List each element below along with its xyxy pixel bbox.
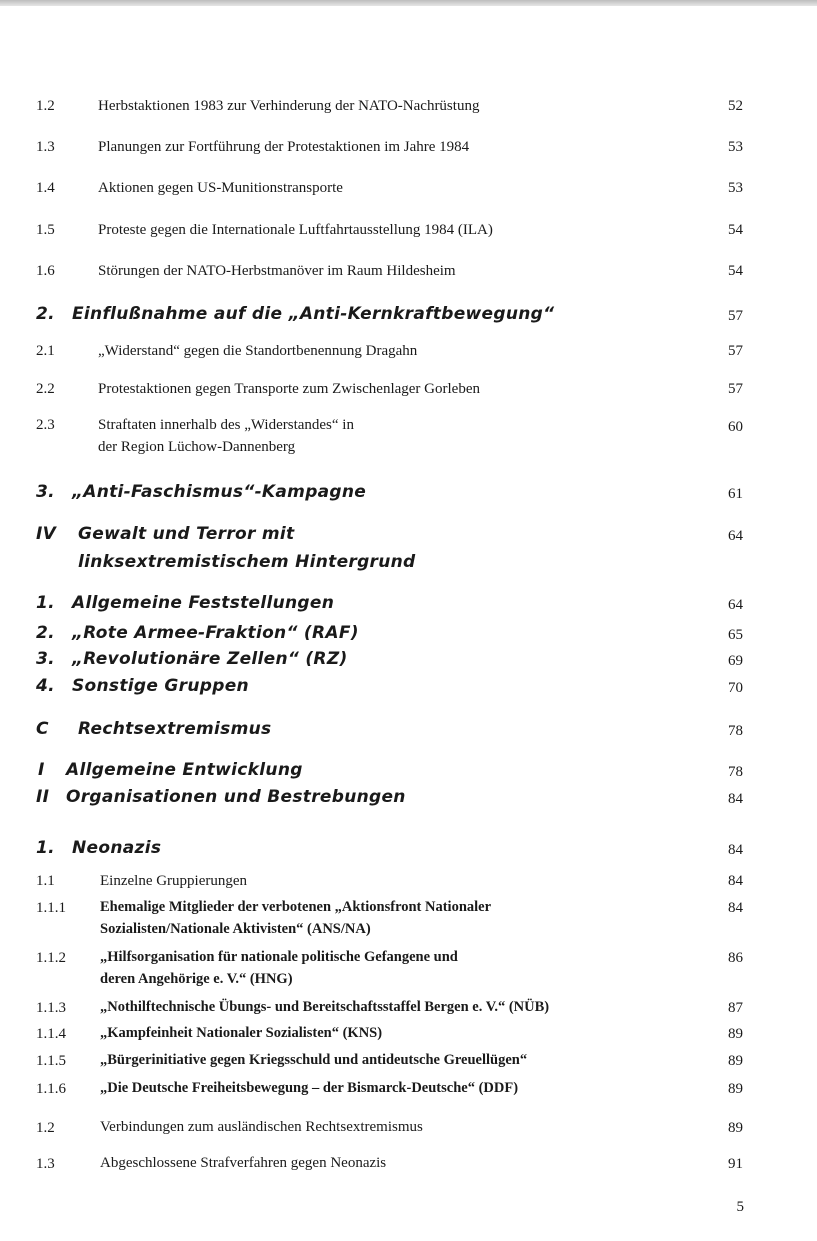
entry-page: 78 [728,723,743,739]
entry-title: Einzelne Gruppierungen [100,873,248,889]
entry-title: „Bürgerinitiative gegen Kriegsschuld und antideutsche Greuellügen“ [100,1052,528,1068]
section-title: „Anti-Faschismus“-Kampagne [72,482,367,502]
section-number: 1. [36,593,55,613]
section-heading [36,481,366,503]
entry-page: 84 [728,791,743,807]
section-title: Sonstige Gruppen [72,676,249,696]
section-title: Einflußnahme auf die „Anti-Kernkraftbewegung“ [72,304,555,324]
entry-title: „Hilfsorganisation für nationale politische Gefangene und [100,949,458,965]
entry-page: 70 [728,680,743,696]
entry-page: 89 [728,1081,743,1097]
section-heading [36,622,359,644]
entry-page: 65 [728,627,743,643]
entry-number: 1.1.5 [36,1053,66,1069]
entry-page: 86 [728,950,743,966]
section-number: 3. [36,649,55,669]
entry-title-continued: Sozialisten/Nationale Aktivisten“ (ANS/NA) [100,921,371,937]
entry-page: 64 [728,528,743,544]
section-number: 2. [36,623,55,643]
entry-title: „Die Deutsche Freiheitsbewegung – der Bismarck-Deutsche“ (DDF) [100,1080,519,1096]
section-title: Allgemeine Entwicklung [66,760,303,780]
entry-number: 1.1.3 [36,1000,66,1016]
entry-page: 60 [728,419,743,435]
entry-page: 53 [728,180,743,196]
section-heading [36,592,334,614]
entry-page: 53 [728,139,743,155]
entry-title: Straftaten innerhalb des „Widerstandes“ in [98,417,354,433]
section-title: Organisationen und Bestrebungen [66,787,406,807]
section-number: 4. [36,676,55,696]
entry-page: 91 [728,1156,743,1172]
section-title: „Revolutionäre Zellen“ (RZ) [72,649,348,669]
entry-title: Ehemalige Mitglieder der verbotenen „Aktionsfront Nationaler [100,899,492,915]
entry-title-continued: deren Angehörige e. V.“ (HNG) [100,971,293,987]
entry-number: 1.1.4 [36,1026,66,1042]
entry-number: 2.2 [36,381,55,397]
entry-page: 84 [728,873,743,889]
entry-number: 1.3 [36,139,55,155]
section-heading [36,718,271,740]
section-number: 3. [36,482,55,502]
entry-number: 2.3 [36,417,55,433]
entry-title: „Kampfeinheit Nationaler Sozialisten“ (KNS) [100,1025,383,1041]
section-title: „Rote Armee-Fraktion“ (RAF) [72,623,359,643]
entry-page: 52 [728,98,743,114]
entry-page: 64 [728,597,743,613]
entry-title: Aktionen gegen US-Munitionstransporte [98,180,343,196]
entry-page: 89 [728,1053,743,1069]
entry-title: Herbstaktionen 1983 zur Verhinderung der NATO-Nachrüstung [98,98,480,114]
entry-number: 1.3 [36,1156,55,1172]
entry-page: 69 [728,653,743,669]
entry-title: Verbindungen zum ausländischen Rechtsextremismus [100,1119,423,1135]
entry-page: 84 [728,900,743,916]
entry-number: 1.5 [36,222,55,238]
entry-page: 57 [728,381,743,397]
section-title: Gewalt und Terror mit [78,524,295,544]
entry-title: Abgeschlossene Strafverfahren gegen Neonazis [100,1155,387,1171]
entry-number: 1.6 [36,263,55,279]
section-title: Allgemeine Feststellungen [72,593,335,613]
section-heading [36,648,348,670]
section-heading [36,523,294,545]
entry-number: 2.1 [36,343,55,359]
entry-title: Störungen der NATO-Herbstmanöver im Raum Hildesheim [98,263,456,279]
entry-title-continued: der Region Lüchow-Dannenberg [98,439,296,455]
entry-page: 89 [728,1026,743,1042]
section-number: 1. [36,838,55,858]
entry-number: 1.1.2 [36,950,66,966]
entry-title: „Widerstand“ gegen die Standortbenennung Dragahn [98,343,418,359]
entry-number: 1.1.1 [36,900,66,916]
entry-title: „Nothilftechnische Übungs- und Bereitschaftsstaffel Bergen e. V.“ (NÜB) [100,999,550,1015]
entry-page: 84 [728,842,743,858]
page-number: 5 [736,1199,744,1215]
section-heading [36,303,554,325]
section-title-continued: linksextremistischem Hintergrund [78,552,416,572]
section-heading [38,759,303,781]
entry-title: Proteste gegen die Internationale Luftfahrtausstellung 1984 (ILA) [98,222,493,238]
entry-page: 87 [728,1000,743,1016]
section-number: I [38,760,45,780]
entry-number: 1.1 [36,873,55,889]
entry-page: 54 [728,222,743,238]
entry-title: Protestaktionen gegen Transporte zum Zwischenlager Gorleben [98,381,480,397]
section-number: 2. [36,304,55,324]
section-title: Neonazis [72,838,162,858]
section-number: IV [36,524,57,544]
entry-page: 89 [728,1120,743,1136]
entry-number: 1.1.6 [36,1081,66,1097]
entry-page: 57 [728,343,743,359]
entry-page: 57 [728,308,743,324]
section-heading [36,675,249,697]
scan-edge [0,0,817,6]
section-heading [36,837,161,859]
entry-number: 1.2 [36,1120,55,1136]
entry-number: 1.4 [36,180,55,196]
section-number: C [36,719,49,739]
entry-page: 78 [728,764,743,780]
entry-number: 1.2 [36,98,55,114]
entry-page: 54 [728,263,743,279]
section-title: Rechtsextremismus [78,719,272,739]
entry-page: 61 [728,486,743,502]
section-number: II [36,787,50,807]
entry-title: Planungen zur Fortführung der Protestaktionen im Jahre 1984 [98,139,470,155]
section-heading [36,786,406,808]
